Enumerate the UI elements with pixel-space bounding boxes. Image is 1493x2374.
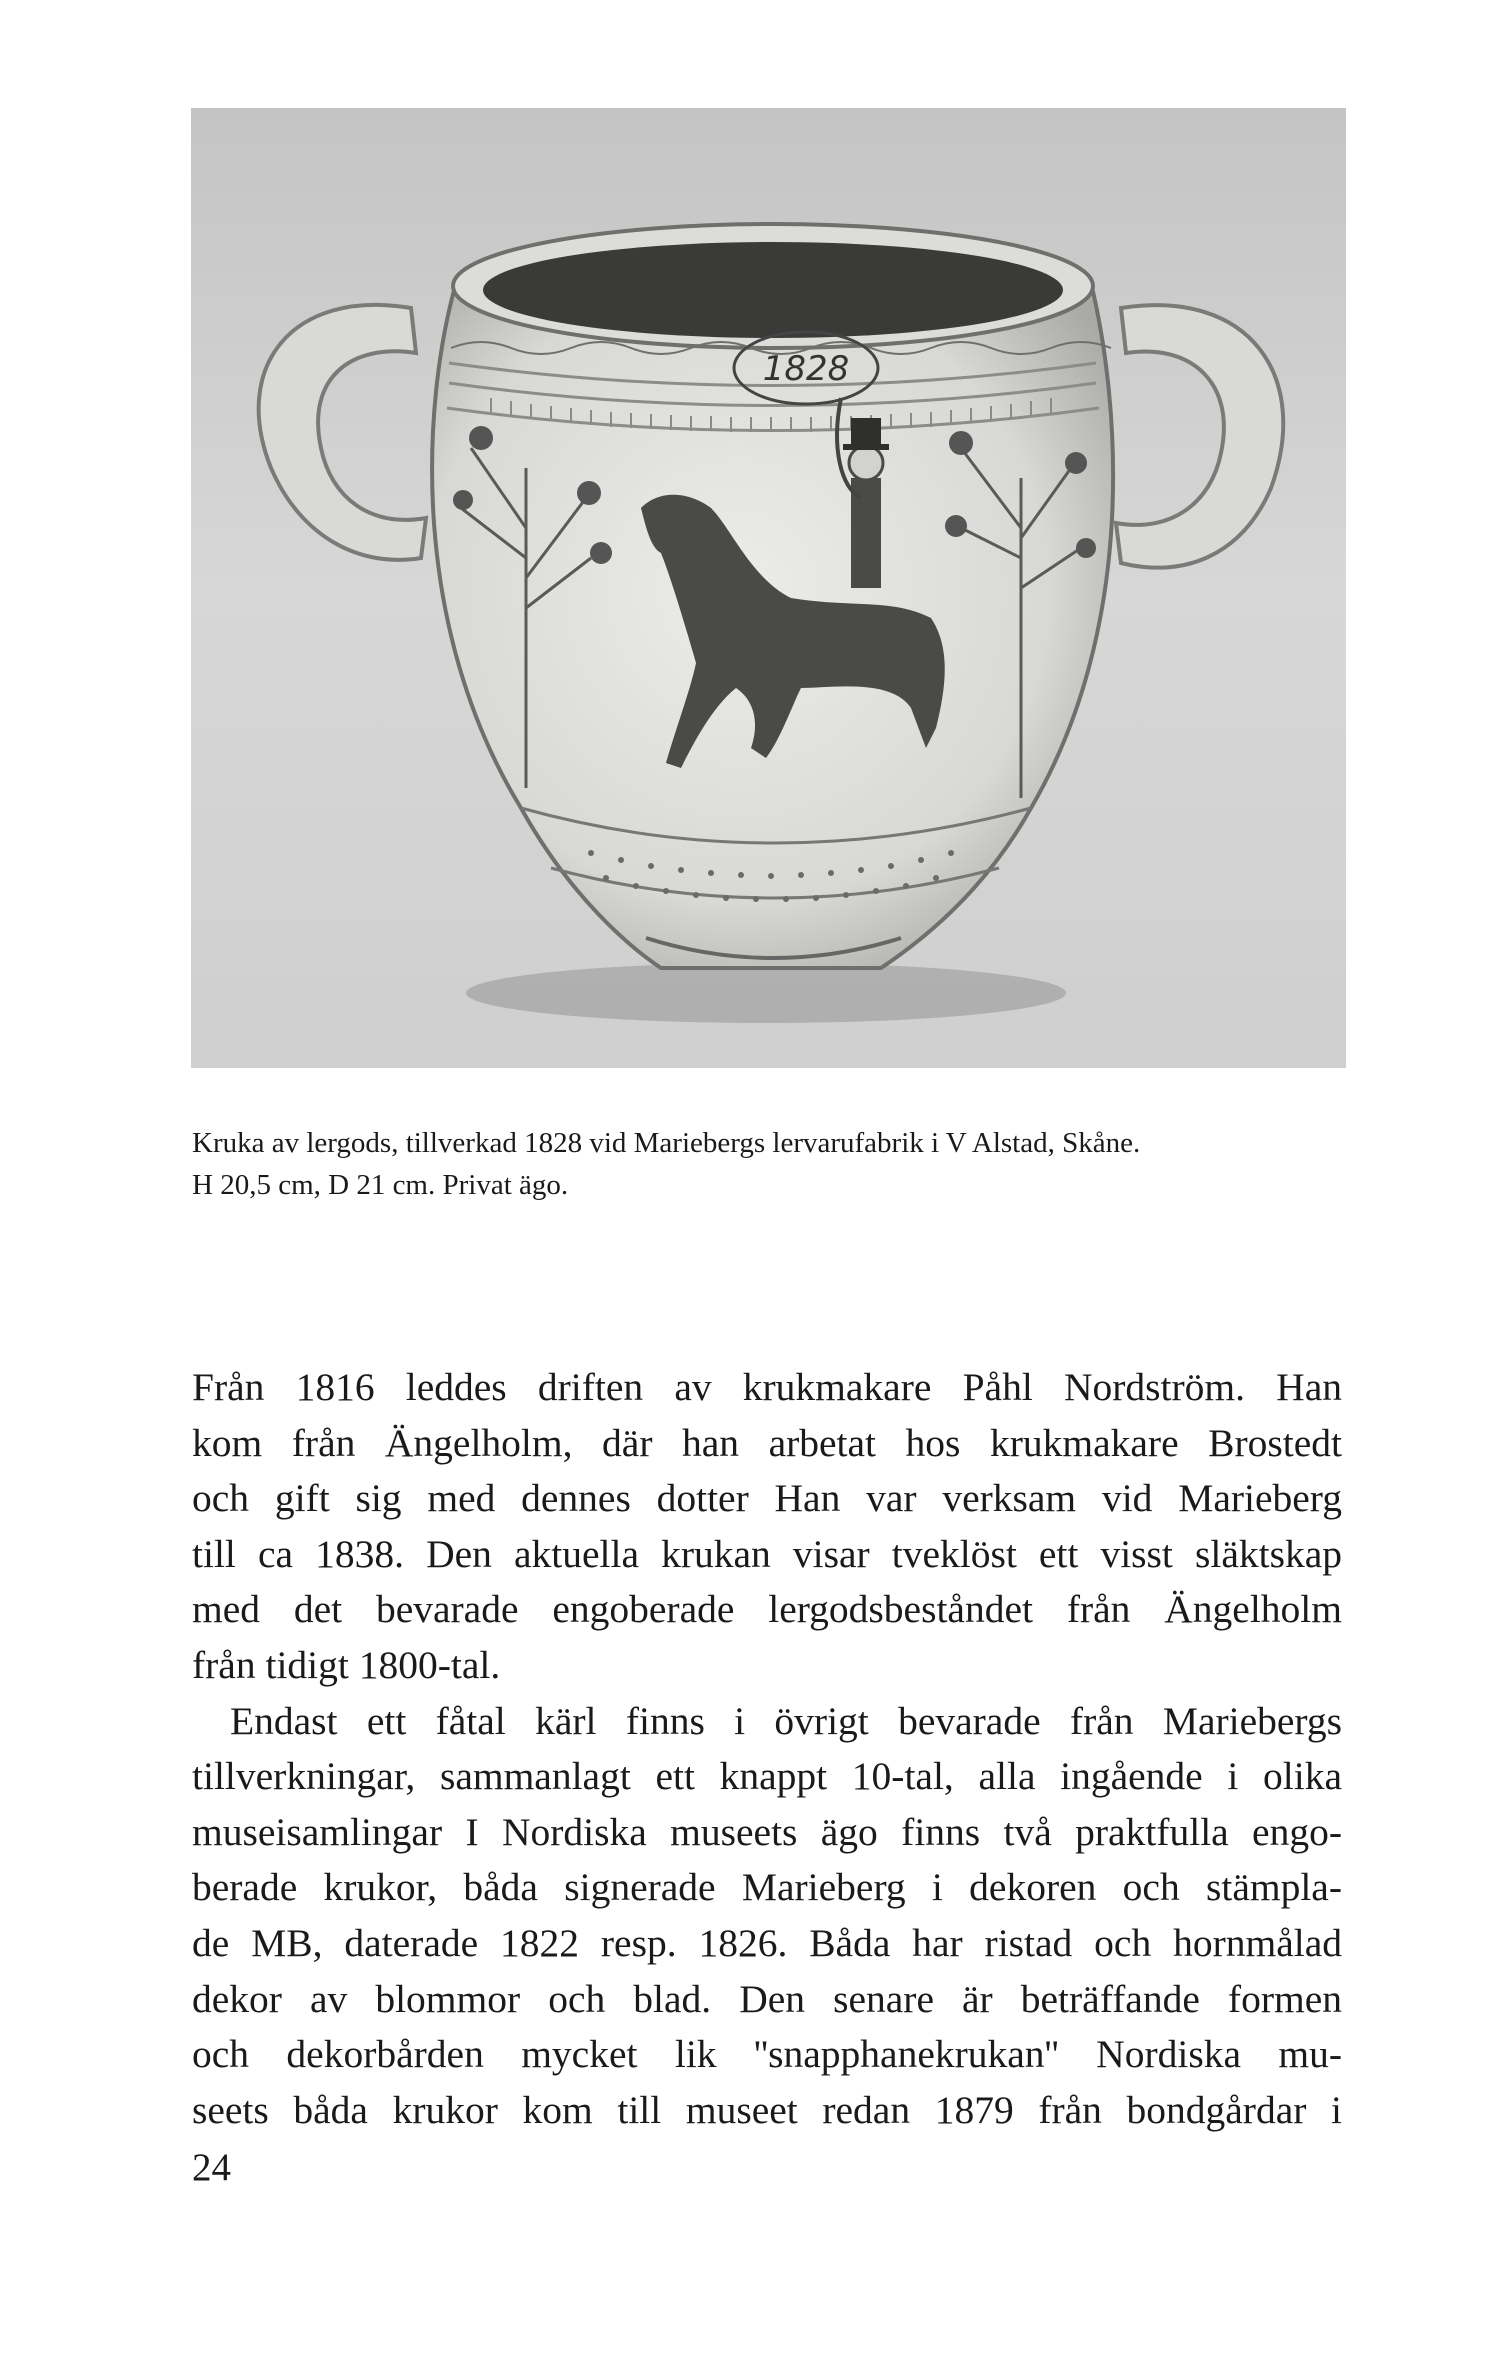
- text-line: med det bevarade engoberade lergodsbeståndet från Ängelholm: [192, 1587, 1342, 1632]
- earthenware-pot-image: [191, 108, 1346, 1068]
- text-line: och gift sig med dennes dotter Han var verksam vid Marieberg: [192, 1476, 1342, 1521]
- text-line: och dekorbården mycket lik ''snapphanekrukan'' Nordiska mu-: [192, 2032, 1342, 2077]
- page-number: 24: [192, 2146, 231, 2189]
- text-line: berade krukor, båda signerade Marieberg i dekoren och stämpla-: [192, 1865, 1342, 1910]
- body-text: [192, 1360, 1342, 2138]
- caption-line: Kruka av lergods, tillverkad 1828 vid Mariebergs lervarufabrik i V Alstad, Skåne.: [192, 1127, 1141, 1159]
- text-line: seets båda krukor kom till museet redan 1879 från bondgårdar i: [192, 2087, 1342, 2132]
- caption-line: H 20,5 cm, D 21 cm. Privat ägo.: [192, 1169, 569, 1201]
- text-line: dekor av blommor och blad. Den senare är beträffande formen: [192, 1976, 1342, 2021]
- text-line: museisamlingar I Nordiska museets ägo finns två praktfulla engo-: [192, 1809, 1342, 1854]
- text-line: tillverkningar, sammanlagt ett knappt 10-tal, alla ingående i olika: [192, 1754, 1342, 1799]
- text-line: Från 1816 leddes driften av krukmakare Påhl Nordström. Han: [192, 1365, 1342, 1409]
- text-line: Endast ett fåtal kärl finns i övrigt bevarade från Mariebergs: [230, 1698, 1342, 1743]
- text-line: kom från Ängelholm, där han arbetat hos krukmakare Brostedt: [192, 1420, 1342, 1465]
- figure-caption: [192, 1122, 1352, 1206]
- paragraph: [192, 1694, 1342, 2139]
- paragraph: [192, 1360, 1342, 1694]
- date-inscription: 1828: [762, 349, 850, 389]
- text-line: från tidigt 1800-tal.: [192, 1642, 501, 1687]
- text-line: de MB, daterade 1822 resp. 1826. Båda har ristad och hornmålad: [192, 1920, 1342, 1965]
- pot-photograph: [191, 108, 1346, 1068]
- text-line: till ca 1838. Den aktuella krukan visar tveklöst ett visst släktskap: [192, 1531, 1342, 1576]
